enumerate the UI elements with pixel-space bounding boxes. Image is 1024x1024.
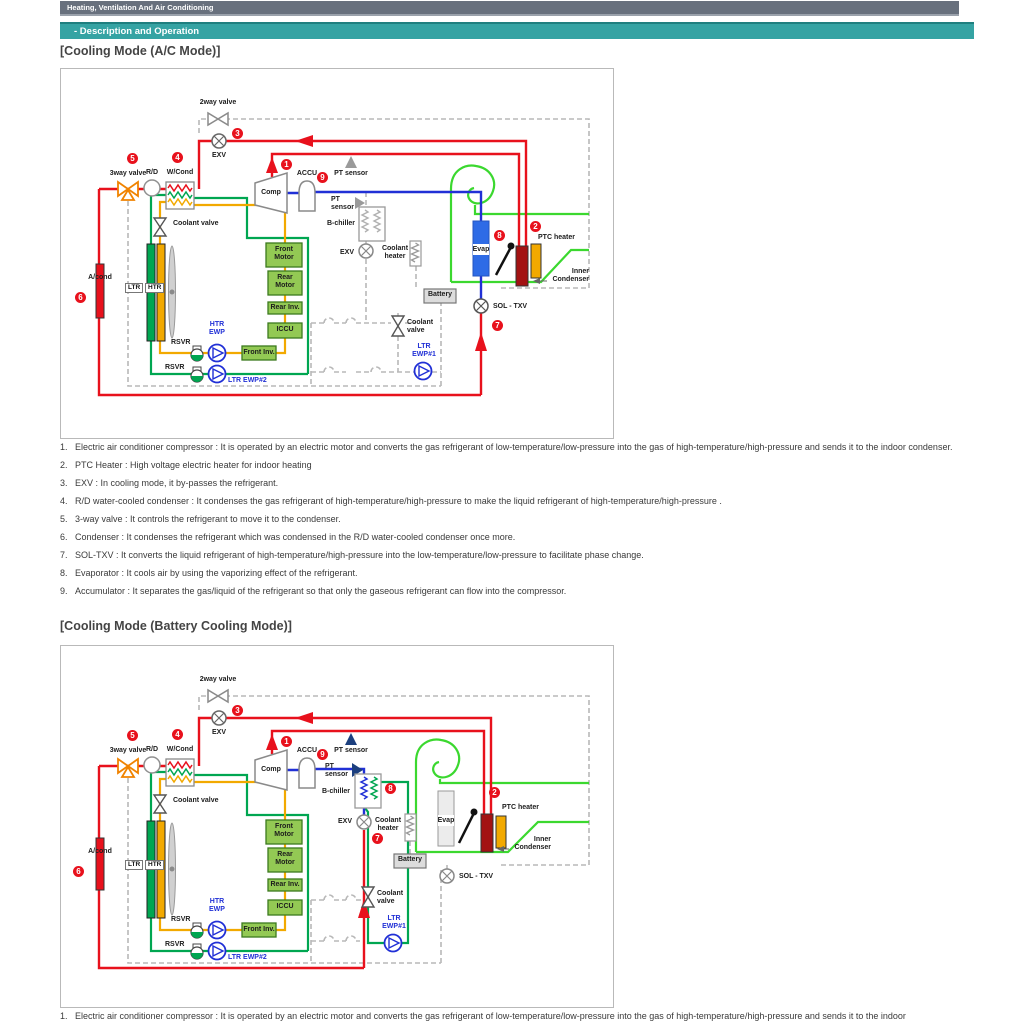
exv-valve-icon bbox=[212, 134, 226, 148]
label-b-chiller: B-chiller bbox=[327, 220, 356, 227]
wcond-heat-exchanger bbox=[166, 759, 194, 786]
two-way-valve-icon bbox=[208, 113, 228, 125]
label-iccu: ICCU bbox=[276, 903, 294, 910]
two-way-valve-icon bbox=[208, 690, 228, 702]
label-wcond: W/Cond bbox=[166, 169, 194, 176]
badge-5: 5 bbox=[127, 730, 138, 741]
badge-9: 9 bbox=[317, 749, 328, 760]
diagram-box-battery-mode bbox=[60, 645, 614, 1008]
label-rear-inv: Rear Inv. bbox=[270, 881, 300, 888]
label-exv-2: EXV bbox=[338, 818, 353, 825]
ptc-heater-icon bbox=[496, 816, 506, 848]
air-mix-door-icon bbox=[496, 243, 515, 276]
list-item: 9. Accumulator : It separates the gas/liquid of the refrigerant so that only the gaseous refrigerant can flow into the compressor. bbox=[60, 586, 567, 596]
label-3way-valve: 3way valve bbox=[109, 170, 147, 177]
three-way-valve-icon bbox=[118, 759, 138, 777]
exv-2-valve-icon bbox=[357, 815, 371, 829]
label-ltr-ewp1: LTR EWP#1 bbox=[382, 915, 406, 930]
ltr-ewp2-pump-icon bbox=[209, 366, 226, 383]
list-item: 2. PTC Heater : High voltage electric heater for indoor heating bbox=[60, 460, 312, 470]
accumulator-icon bbox=[299, 758, 315, 788]
badge-6: 6 bbox=[73, 866, 84, 877]
accumulator-icon bbox=[299, 181, 315, 211]
label-pt-sensor: PT sensor bbox=[334, 747, 368, 754]
badge-8: 8 bbox=[385, 783, 396, 794]
badge-5: 5 bbox=[127, 153, 138, 164]
list-item: 1. Electric air conditioner compressor : It is operated by an electric motor and converts the gas refrigerant of low-temperature/low-pressure into the gas of high-temperature/high-pressure and sends it to the indoor bbox=[60, 1011, 906, 1021]
label-battery: Battery bbox=[427, 291, 453, 298]
label-coolant-valve-left: Coolant valve bbox=[173, 797, 219, 804]
ltr-ewp1-pump-icon bbox=[385, 935, 402, 952]
page-title: Heating, Ventilation And Air Conditioning bbox=[67, 3, 214, 12]
label-sol-txv: SOL - TXV bbox=[459, 873, 494, 880]
badge-8: 8 bbox=[494, 230, 505, 241]
label-rsvr-1: RSVR bbox=[171, 339, 191, 346]
label-front-motor: Front Motor bbox=[274, 246, 294, 261]
label-battery: Battery bbox=[397, 856, 423, 863]
a-cond-icon bbox=[96, 264, 104, 318]
list-item: 5. 3-way valve : It controls the refrigerant to move it to the condenser. bbox=[60, 514, 341, 524]
coolant-valve-left-icon bbox=[154, 218, 166, 236]
coolant-heater-icon bbox=[405, 814, 416, 841]
label-htr-ewp: HTR EWP bbox=[209, 898, 225, 913]
label-front-motor: Front Motor bbox=[274, 823, 294, 838]
label-rsvr-2: RSVR bbox=[165, 941, 185, 948]
label-comp: Comp bbox=[261, 189, 281, 196]
diagram-battery-mode bbox=[61, 646, 611, 1005]
label-rear-inv: Rear Inv. bbox=[270, 304, 300, 311]
b-chiller-icon bbox=[355, 774, 381, 808]
htr-ewp-pump-icon bbox=[209, 922, 226, 939]
label-sol-txv: SOL - TXV bbox=[493, 303, 528, 310]
section-bar bbox=[60, 22, 974, 39]
label-rear-motor: Rear Motor bbox=[275, 851, 295, 866]
label-exv-2: EXV bbox=[340, 249, 355, 256]
ptc-heater-icon bbox=[531, 244, 541, 278]
label-front-inv: Front Inv. bbox=[243, 349, 275, 356]
list-item: 1. Electric air conditioner compressor : It is operated by an electric motor and converts the gas refrigerant of low-temperature/low-pressure into the gas of high-temperature/high-pressure and sends it to the indoor condenser. bbox=[60, 442, 953, 452]
sol-txv-valve-icon bbox=[440, 869, 454, 883]
label-ltr-ewp2: LTR EWP#2 bbox=[228, 377, 267, 384]
pt-sensor-icon bbox=[345, 156, 357, 168]
label-exv: EXV bbox=[211, 729, 226, 736]
label-2way-valve: 2way valve bbox=[199, 676, 237, 683]
list-item: 3. EXV : In cooling mode, it by-passes the refrigerant. bbox=[60, 478, 279, 488]
ltr-ewp2-pump-icon bbox=[209, 943, 226, 960]
label-ptc-heater: PTC heater bbox=[502, 804, 539, 811]
label-inner-condenser: Inner Condenser bbox=[514, 836, 551, 851]
label-coolant-heater: Coolant heater bbox=[374, 817, 402, 832]
badge-2: 2 bbox=[489, 787, 500, 798]
rsvr-icon bbox=[191, 923, 203, 938]
b-chiller-icon bbox=[359, 207, 385, 241]
label-2way-valve: 2way valve bbox=[199, 99, 237, 106]
label-ltr: LTR bbox=[125, 283, 143, 293]
label-ptc-heater: PTC heater bbox=[538, 234, 575, 241]
badge-7: 7 bbox=[492, 320, 503, 331]
badge-3: 3 bbox=[232, 128, 243, 139]
label-coolant-heater: Coolant heater bbox=[381, 245, 409, 260]
coolant-valve-right-icon bbox=[392, 316, 404, 336]
label-coolant-valve-left: Coolant valve bbox=[173, 220, 219, 227]
label-a-cond: A/cond bbox=[88, 848, 112, 855]
ltr-ewp1-pump-icon bbox=[415, 363, 432, 380]
page-title-bar bbox=[60, 1, 959, 16]
label-coolant-valve-right: Coolant valve bbox=[377, 890, 404, 905]
coolant-valve-left-icon bbox=[154, 795, 166, 813]
htr-ewp-pump-icon bbox=[209, 345, 226, 362]
coolant-heater-icon bbox=[410, 241, 421, 266]
rsvr-2-icon bbox=[191, 367, 203, 382]
badge-7: 7 bbox=[372, 833, 383, 844]
component-list-ac-mode bbox=[60, 441, 962, 603]
badge-1: 1 bbox=[281, 159, 292, 170]
fan-icon bbox=[169, 823, 176, 915]
label-htr-ewp: HTR EWP bbox=[209, 321, 225, 336]
list-item: 4. R/D water-cooled condenser : It condenses the gas refrigerant of high-temperature/high-pressure to make the liquid refrigerant of high-temperature/high-pressure . bbox=[60, 496, 722, 506]
rd-condenser-icon bbox=[144, 757, 160, 773]
wcond-heat-exchanger bbox=[166, 182, 194, 209]
label-ltr: LTR bbox=[125, 860, 143, 870]
label-htr: HTR bbox=[145, 860, 164, 870]
diagram-ac-mode-graphics bbox=[61, 69, 611, 436]
label-rsvr-1: RSVR bbox=[171, 916, 191, 923]
label-pt-sensor-2: PT sensor bbox=[325, 763, 348, 778]
list-item: 6. Condenser : It condenses the refrigerant which was condensed in the R/D water-cooled condenser once more. bbox=[60, 532, 516, 542]
label-rd: R/D bbox=[145, 746, 159, 753]
rsvr-2-icon bbox=[191, 944, 203, 959]
badge-9: 9 bbox=[317, 172, 328, 183]
diagram-box-ac-mode bbox=[60, 68, 614, 439]
badge-4: 4 bbox=[172, 152, 183, 163]
list-item: 7. SOL-TXV : It converts the liquid refrigerant of high-temperature/high-pressure into the low-temperature/low-pressure to facilitate phase change. bbox=[60, 550, 644, 560]
inner-condenser-icon bbox=[516, 246, 528, 286]
label-rd: R/D bbox=[145, 169, 159, 176]
label-accu: ACCU bbox=[296, 170, 318, 177]
heading-cooling-ac-mode: [Cooling Mode (A/C Mode)] bbox=[60, 44, 221, 58]
label-evap: Evap bbox=[472, 246, 490, 253]
label-exv: EXV bbox=[211, 152, 226, 159]
component-list-battery-mode bbox=[60, 1010, 962, 1024]
rd-condenser-icon bbox=[144, 180, 160, 196]
label-rear-motor: Rear Motor bbox=[275, 274, 295, 289]
label-pt-sensor-2: PT sensor bbox=[331, 196, 354, 211]
badge-4: 4 bbox=[172, 729, 183, 740]
fan-icon bbox=[169, 246, 176, 338]
label-inner-condenser: Inner Condenser bbox=[552, 268, 589, 283]
a-cond-icon bbox=[96, 838, 104, 890]
label-iccu: ICCU bbox=[276, 326, 294, 333]
inner-condenser-icon bbox=[481, 814, 493, 852]
exv-valve-icon bbox=[212, 711, 226, 725]
label-wcond: W/Cond bbox=[166, 746, 194, 753]
badge-6: 6 bbox=[75, 292, 86, 303]
diagram-ac-mode bbox=[61, 69, 611, 436]
label-coolant-valve-right: Coolant valve bbox=[407, 319, 434, 334]
diagram-battery-mode-graphics bbox=[61, 646, 611, 1005]
exv-2-valve-icon bbox=[359, 244, 373, 258]
label-comp: Comp bbox=[261, 766, 281, 773]
label-b-chiller: B-chiller bbox=[322, 788, 351, 795]
label-pt-sensor: PT sensor bbox=[334, 170, 368, 177]
label-ltr-ewp1: LTR EWP#1 bbox=[412, 343, 436, 358]
badge-1: 1 bbox=[281, 736, 292, 747]
label-accu: ACCU bbox=[296, 747, 318, 754]
label-3way-valve: 3way valve bbox=[109, 747, 147, 754]
label-ltr-ewp2: LTR EWP#2 bbox=[228, 954, 267, 961]
three-way-valve-icon bbox=[118, 182, 138, 200]
label-a-cond: A/cond bbox=[88, 274, 112, 281]
section-title: - Description and Operation bbox=[74, 26, 200, 37]
air-mix-door-icon bbox=[459, 809, 478, 844]
badge-3: 3 bbox=[232, 705, 243, 716]
list-item: 8. Evaporator : It cools air by using the vaporizing effect of the refrigerant. bbox=[60, 568, 358, 578]
label-evap: Evap bbox=[437, 817, 455, 824]
badge-2: 2 bbox=[530, 221, 541, 232]
rsvr-icon bbox=[191, 346, 203, 361]
sol-txv-valve-icon bbox=[474, 299, 488, 313]
heading-battery-cooling-mode: [Cooling Mode (Battery Cooling Mode)] bbox=[60, 619, 292, 633]
pt-sensor-icon bbox=[345, 733, 357, 745]
label-front-inv: Front Inv. bbox=[243, 926, 275, 933]
label-htr: HTR bbox=[145, 283, 164, 293]
label-rsvr-2: RSVR bbox=[165, 364, 185, 371]
